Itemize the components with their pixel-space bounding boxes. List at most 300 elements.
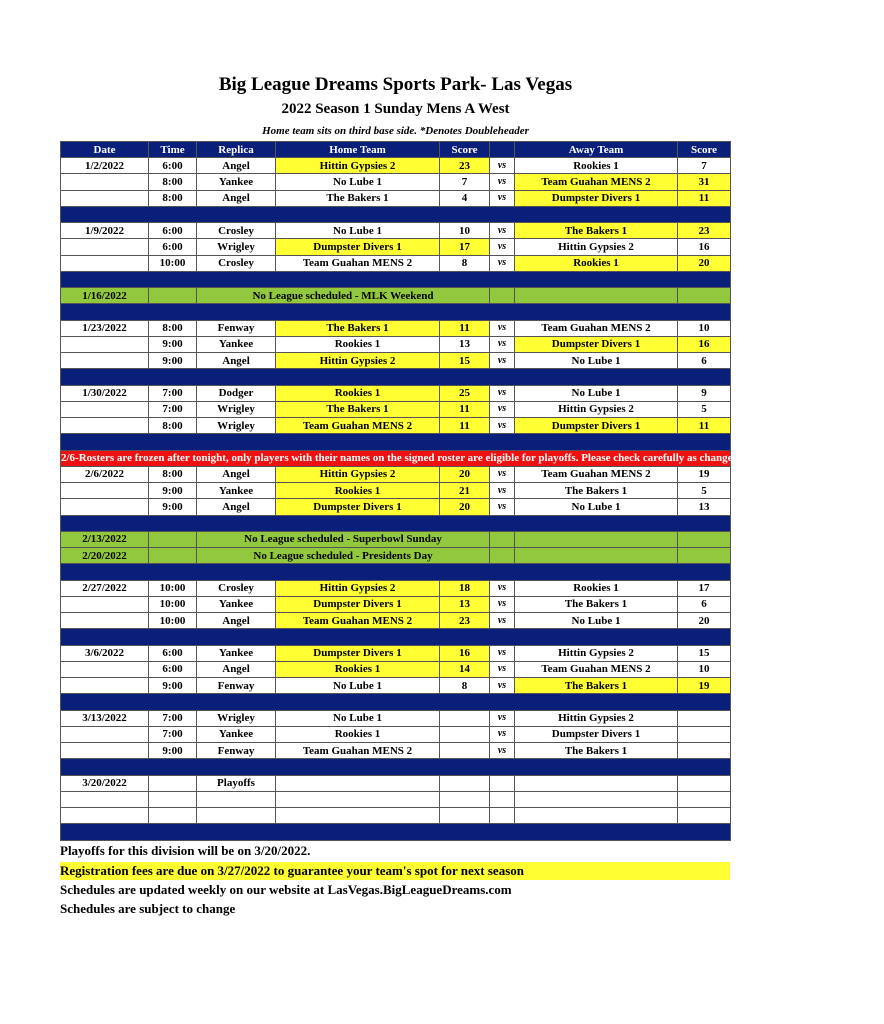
time-cell: 8:00 — [149, 418, 197, 434]
replica-cell: Angel — [197, 499, 276, 515]
away-score-cell: 19 — [678, 466, 731, 482]
vs-cell: vs — [490, 499, 515, 515]
replica-cell: Angel — [197, 661, 276, 677]
replica-cell — [197, 791, 276, 807]
replica-cell: Wrigley — [197, 239, 276, 255]
replica-cell: Fenway — [197, 743, 276, 759]
away-team-cell: Team Guahan MENS 2 — [515, 174, 678, 190]
away-score-cell: 7 — [678, 158, 731, 174]
schedule-note: Home team sits on third base side. *Denotes Doubleheader — [262, 125, 529, 137]
time-cell: 9:00 — [149, 743, 197, 759]
replica-cell: Yankee — [197, 336, 276, 352]
game-row — [61, 710, 731, 726]
date-cell: 2/13/2022 — [61, 531, 149, 547]
away-team-cell: The Bakers 1 — [515, 678, 678, 694]
away-score-cell: 15 — [678, 645, 731, 661]
home-team-cell: Dumpster Divers 1 — [276, 499, 440, 515]
game-row — [61, 158, 731, 174]
game-row — [61, 223, 731, 239]
game-row — [61, 255, 731, 271]
away-score-cell — [678, 791, 731, 807]
date-cell — [61, 499, 149, 515]
home-team-cell: Hittin Gypsies 2 — [276, 580, 440, 596]
game-row — [61, 174, 731, 190]
col-header-vs — [490, 142, 515, 158]
home-score-cell: 8 — [440, 678, 490, 694]
time-cell — [149, 548, 197, 564]
vs-cell: vs — [490, 255, 515, 271]
vs-cell — [490, 775, 515, 791]
time-cell: 8:00 — [149, 320, 197, 336]
registration-notice: Registration fees are due on 3/27/2022 to guarantee your team's spot for next season — [60, 862, 730, 880]
away-team-cell: Team Guahan MENS 2 — [515, 320, 678, 336]
no-league-message: No League scheduled - Superbowl Sunday — [197, 531, 490, 547]
away-score-cell: 31 — [678, 174, 731, 190]
vs-cell — [490, 531, 515, 547]
replica-cell: Yankee — [197, 483, 276, 499]
away-team-cell: Rookies 1 — [515, 255, 678, 271]
home-team-cell — [276, 791, 440, 807]
vs-cell: vs — [490, 483, 515, 499]
vs-cell — [490, 808, 515, 824]
game-row — [61, 791, 731, 807]
separator-cell — [61, 629, 731, 645]
no-league-message: No League scheduled - MLK Weekend — [197, 288, 490, 304]
game-row — [61, 678, 731, 694]
col-header-time: Time — [149, 142, 197, 158]
roster-alert-message: 2/6-Rosters are frozen after tonight, only players with their names on the signed roster are eligible for playoffs. Please check carefully as changes will not be made for omissions. — [61, 450, 731, 466]
date-cell — [61, 678, 149, 694]
game-row — [61, 613, 731, 629]
home-score-cell: 8 — [440, 255, 490, 271]
separator-cell — [61, 515, 731, 531]
away-team-cell: The Bakers 1 — [515, 223, 678, 239]
game-row — [61, 336, 731, 352]
replica-cell: Wrigley — [197, 418, 276, 434]
vs-cell: vs — [490, 320, 515, 336]
vs-cell — [490, 548, 515, 564]
home-team-cell: Hittin Gypsies 2 — [276, 466, 440, 482]
page-title: Big League Dreams Sports Park- Las Vegas — [218, 74, 573, 95]
replica-cell: Crosley — [197, 255, 276, 271]
away-score-cell: 20 — [678, 613, 731, 629]
date-cell: 1/2/2022 — [61, 158, 149, 174]
page-subtitle: 2022 Season 1 Sunday Mens A West — [281, 101, 510, 117]
separator-cell — [61, 759, 731, 775]
home-score-cell: 25 — [440, 385, 490, 401]
vs-cell: vs — [490, 239, 515, 255]
separator-row — [61, 694, 731, 710]
col-header-home-score: Score — [440, 142, 490, 158]
away-team-cell: No Lube 1 — [515, 353, 678, 369]
home-team-cell — [276, 808, 440, 824]
time-cell — [149, 531, 197, 547]
away-team-cell: Hittin Gypsies 2 — [515, 239, 678, 255]
vs-cell: vs — [490, 158, 515, 174]
away-score-cell — [678, 531, 731, 547]
replica-cell: Fenway — [197, 678, 276, 694]
date-cell — [61, 239, 149, 255]
date-cell — [61, 255, 149, 271]
no-league-message: No League scheduled - Presidents Day — [197, 548, 490, 564]
home-score-cell: 15 — [440, 353, 490, 369]
home-team-cell: Rookies 1 — [276, 661, 440, 677]
home-team-cell: No Lube 1 — [276, 174, 440, 190]
game-row — [61, 808, 731, 824]
date-cell: 2/20/2022 — [61, 548, 149, 564]
away-team-cell: Team Guahan MENS 2 — [515, 661, 678, 677]
date-cell: 2/27/2022 — [61, 580, 149, 596]
home-team-cell: No Lube 1 — [276, 678, 440, 694]
away-team-cell: Hittin Gypsies 2 — [515, 710, 678, 726]
game-row — [61, 775, 731, 791]
roster-alert-row — [61, 450, 731, 466]
date-cell: 2/6/2022 — [61, 466, 149, 482]
date-cell — [61, 336, 149, 352]
time-cell: 10:00 — [149, 580, 197, 596]
date-cell — [61, 726, 149, 742]
away-score-cell: 10 — [678, 661, 731, 677]
away-score-cell: 6 — [678, 353, 731, 369]
replica-cell: Angel — [197, 353, 276, 369]
time-cell: 8:00 — [149, 174, 197, 190]
vs-cell: vs — [490, 336, 515, 352]
home-score-cell — [440, 791, 490, 807]
away-team-cell: The Bakers 1 — [515, 743, 678, 759]
home-team-cell: No Lube 1 — [276, 710, 440, 726]
away-score-cell: 6 — [678, 596, 731, 612]
home-score-cell: 13 — [440, 336, 490, 352]
home-team-cell: Dumpster Divers 1 — [276, 596, 440, 612]
game-row — [61, 401, 731, 417]
game-row — [61, 499, 731, 515]
vs-cell: vs — [490, 710, 515, 726]
away-score-cell: 20 — [678, 255, 731, 271]
away-team-cell: No Lube 1 — [515, 613, 678, 629]
home-score-cell: 11 — [440, 320, 490, 336]
game-row — [61, 726, 731, 742]
separator-row — [61, 564, 731, 580]
game-row — [61, 190, 731, 206]
time-cell: 9:00 — [149, 678, 197, 694]
time-cell: 10:00 — [149, 596, 197, 612]
replica-cell: Crosley — [197, 223, 276, 239]
no-league-row — [61, 531, 731, 547]
vs-cell — [490, 791, 515, 807]
away-score-cell — [678, 548, 731, 564]
home-team-cell: Rookies 1 — [276, 336, 440, 352]
separator-row — [61, 271, 731, 287]
away-score-cell: 13 — [678, 499, 731, 515]
home-score-cell: 20 — [440, 499, 490, 515]
away-score-cell: 23 — [678, 223, 731, 239]
replica-cell: Angel — [197, 613, 276, 629]
away-score-cell: 11 — [678, 190, 731, 206]
separator-cell — [61, 304, 731, 320]
replica-cell: Dodger — [197, 385, 276, 401]
vs-cell — [490, 288, 515, 304]
home-score-cell: 13 — [440, 596, 490, 612]
replica-cell: Angel — [197, 466, 276, 482]
vs-cell: vs — [490, 645, 515, 661]
replica-cell: Fenway — [197, 320, 276, 336]
away-team-cell: Dumpster Divers 1 — [515, 726, 678, 742]
replica-cell: Angel — [197, 190, 276, 206]
home-team-cell: No Lube 1 — [276, 223, 440, 239]
time-cell — [149, 791, 197, 807]
away-team-cell — [515, 775, 678, 791]
away-team-cell — [515, 531, 678, 547]
replica-cell: Wrigley — [197, 710, 276, 726]
home-score-cell: 20 — [440, 466, 490, 482]
col-header-away-score: Score — [678, 142, 731, 158]
vs-cell: vs — [490, 726, 515, 742]
time-cell: 6:00 — [149, 239, 197, 255]
date-cell — [61, 418, 149, 434]
date-cell — [61, 190, 149, 206]
game-row — [61, 743, 731, 759]
time-cell: 10:00 — [149, 613, 197, 629]
away-score-cell — [678, 775, 731, 791]
no-league-row — [61, 288, 731, 304]
time-cell: 9:00 — [149, 499, 197, 515]
time-cell: 7:00 — [149, 726, 197, 742]
home-team-cell: Team Guahan MENS 2 — [276, 255, 440, 271]
game-row — [61, 239, 731, 255]
vs-cell: vs — [490, 401, 515, 417]
time-cell: 8:00 — [149, 466, 197, 482]
home-score-cell: 4 — [440, 190, 490, 206]
home-score-cell: 21 — [440, 483, 490, 499]
away-score-cell: 16 — [678, 239, 731, 255]
home-team-cell: The Bakers 1 — [276, 320, 440, 336]
separator-row — [61, 434, 731, 450]
home-team-cell: Hittin Gypsies 2 — [276, 158, 440, 174]
home-team-cell: Team Guahan MENS 2 — [276, 743, 440, 759]
home-score-cell: 11 — [440, 418, 490, 434]
away-team-cell — [515, 548, 678, 564]
game-row — [61, 580, 731, 596]
away-team-cell: Rookies 1 — [515, 580, 678, 596]
away-team-cell: Rookies 1 — [515, 158, 678, 174]
home-score-cell — [440, 775, 490, 791]
separator-row — [61, 629, 731, 645]
separator-cell — [61, 824, 731, 841]
date-cell — [61, 174, 149, 190]
replica-cell: Yankee — [197, 726, 276, 742]
home-score-cell — [440, 743, 490, 759]
vs-cell: vs — [490, 678, 515, 694]
date-cell — [61, 613, 149, 629]
home-team-cell: Hittin Gypsies 2 — [276, 353, 440, 369]
home-score-cell — [440, 710, 490, 726]
vs-cell: vs — [490, 174, 515, 190]
away-team-cell: Hittin Gypsies 2 — [515, 401, 678, 417]
away-score-cell: 10 — [678, 320, 731, 336]
vs-cell: vs — [490, 385, 515, 401]
home-team-cell: Rookies 1 — [276, 385, 440, 401]
game-row — [61, 385, 731, 401]
playoffs-notice: Playoffs for this division will be on 3/20/2022. — [60, 843, 311, 858]
replica-cell: Yankee — [197, 174, 276, 190]
away-score-cell — [678, 726, 731, 742]
separator-cell — [61, 271, 731, 287]
time-cell: 9:00 — [149, 483, 197, 499]
time-cell: 8:00 — [149, 190, 197, 206]
away-score-cell — [678, 743, 731, 759]
home-team-cell: Team Guahan MENS 2 — [276, 418, 440, 434]
time-cell — [149, 775, 197, 791]
away-score-cell: 11 — [678, 418, 731, 434]
home-score-cell: 11 — [440, 401, 490, 417]
vs-cell: vs — [490, 353, 515, 369]
date-cell: 1/9/2022 — [61, 223, 149, 239]
vs-cell: vs — [490, 466, 515, 482]
home-score-cell: 10 — [440, 223, 490, 239]
time-cell: 10:00 — [149, 255, 197, 271]
date-cell: 3/20/2022 — [61, 775, 149, 791]
away-team-cell: Dumpster Divers 1 — [515, 418, 678, 434]
home-score-cell: 14 — [440, 661, 490, 677]
away-score-cell: 5 — [678, 401, 731, 417]
separator-row — [61, 759, 731, 775]
game-row — [61, 418, 731, 434]
away-score-cell: 16 — [678, 336, 731, 352]
separator-cell — [61, 564, 731, 580]
game-row — [61, 483, 731, 499]
date-cell — [61, 401, 149, 417]
away-team-cell: Hittin Gypsies 2 — [515, 645, 678, 661]
away-score-cell — [678, 288, 731, 304]
away-team-cell — [515, 288, 678, 304]
schedule-body — [61, 158, 884, 841]
time-cell — [149, 808, 197, 824]
away-score-cell: 17 — [678, 580, 731, 596]
away-team-cell: Team Guahan MENS 2 — [515, 466, 678, 482]
time-cell: 6:00 — [149, 223, 197, 239]
time-cell: 6:00 — [149, 158, 197, 174]
away-score-cell: 9 — [678, 385, 731, 401]
time-cell: 7:00 — [149, 385, 197, 401]
away-team-cell: No Lube 1 — [515, 499, 678, 515]
schedule-table — [60, 141, 884, 841]
replica-cell: Crosley — [197, 580, 276, 596]
time-cell: 6:00 — [149, 661, 197, 677]
date-cell — [61, 743, 149, 759]
game-row — [61, 466, 731, 482]
home-team-cell: Dumpster Divers 1 — [276, 239, 440, 255]
home-score-cell: 18 — [440, 580, 490, 596]
disclaimer-notice: Schedules are subject to change — [60, 901, 236, 916]
date-cell — [61, 596, 149, 612]
home-score-cell: 23 — [440, 158, 490, 174]
away-team-cell: Dumpster Divers 1 — [515, 190, 678, 206]
away-team-cell: No Lube 1 — [515, 385, 678, 401]
away-team-cell: The Bakers 1 — [515, 596, 678, 612]
time-cell: 7:00 — [149, 401, 197, 417]
away-score-cell — [678, 808, 731, 824]
time-cell — [149, 288, 197, 304]
replica-cell: Angel — [197, 158, 276, 174]
date-cell — [61, 661, 149, 677]
separator-cell — [61, 369, 731, 385]
vs-cell: vs — [490, 223, 515, 239]
home-score-cell: 23 — [440, 613, 490, 629]
home-score-cell: 7 — [440, 174, 490, 190]
separator-row — [61, 824, 731, 841]
date-cell — [61, 353, 149, 369]
separator-cell — [61, 434, 731, 450]
separator-cell — [61, 206, 731, 222]
separator-row — [61, 369, 731, 385]
vs-cell: vs — [490, 596, 515, 612]
vs-cell: vs — [490, 418, 515, 434]
separator-row — [61, 515, 731, 531]
home-score-cell: 16 — [440, 645, 490, 661]
col-header-away-team: Away Team — [515, 142, 678, 158]
date-cell — [61, 808, 149, 824]
no-league-row — [61, 548, 731, 564]
col-header-home-team: Home Team — [276, 142, 440, 158]
col-header-date: Date — [61, 142, 149, 158]
date-cell: 3/13/2022 — [61, 710, 149, 726]
vs-cell: vs — [490, 580, 515, 596]
replica-cell: Playoffs — [197, 775, 276, 791]
home-team-cell: Rookies 1 — [276, 483, 440, 499]
vs-cell: vs — [490, 190, 515, 206]
away-team-cell: Dumpster Divers 1 — [515, 336, 678, 352]
away-score-cell: 19 — [678, 678, 731, 694]
game-row — [61, 661, 731, 677]
away-team-cell: The Bakers 1 — [515, 483, 678, 499]
replica-cell: Yankee — [197, 645, 276, 661]
game-row — [61, 645, 731, 661]
home-score-cell: 17 — [440, 239, 490, 255]
away-team-cell — [515, 791, 678, 807]
home-team-cell: Rookies 1 — [276, 726, 440, 742]
home-team-cell — [276, 775, 440, 791]
date-cell: 1/23/2022 — [61, 320, 149, 336]
vs-cell: vs — [490, 661, 515, 677]
separator-row — [61, 206, 731, 222]
time-cell: 9:00 — [149, 353, 197, 369]
separator-row — [61, 304, 731, 320]
vs-cell: vs — [490, 613, 515, 629]
date-cell: 1/30/2022 — [61, 385, 149, 401]
home-team-cell: Team Guahan MENS 2 — [276, 613, 440, 629]
home-team-cell: Dumpster Divers 1 — [276, 645, 440, 661]
date-cell — [61, 483, 149, 499]
time-cell: 6:00 — [149, 645, 197, 661]
website-notice: Schedules are updated weekly on our website at LasVegas.BigLeagueDreams.com — [60, 882, 512, 897]
home-score-cell — [440, 726, 490, 742]
game-row — [61, 320, 731, 336]
replica-cell — [197, 808, 276, 824]
game-row — [61, 353, 731, 369]
replica-cell: Wrigley — [197, 401, 276, 417]
home-team-cell: The Bakers 1 — [276, 190, 440, 206]
vs-cell: vs — [490, 743, 515, 759]
home-score-cell — [440, 808, 490, 824]
away-score-cell — [678, 710, 731, 726]
home-team-cell: The Bakers 1 — [276, 401, 440, 417]
date-cell — [61, 791, 149, 807]
time-cell: 7:00 — [149, 710, 197, 726]
date-cell: 3/6/2022 — [61, 645, 149, 661]
table-header-row — [61, 142, 731, 158]
separator-cell — [61, 694, 731, 710]
time-cell: 9:00 — [149, 336, 197, 352]
